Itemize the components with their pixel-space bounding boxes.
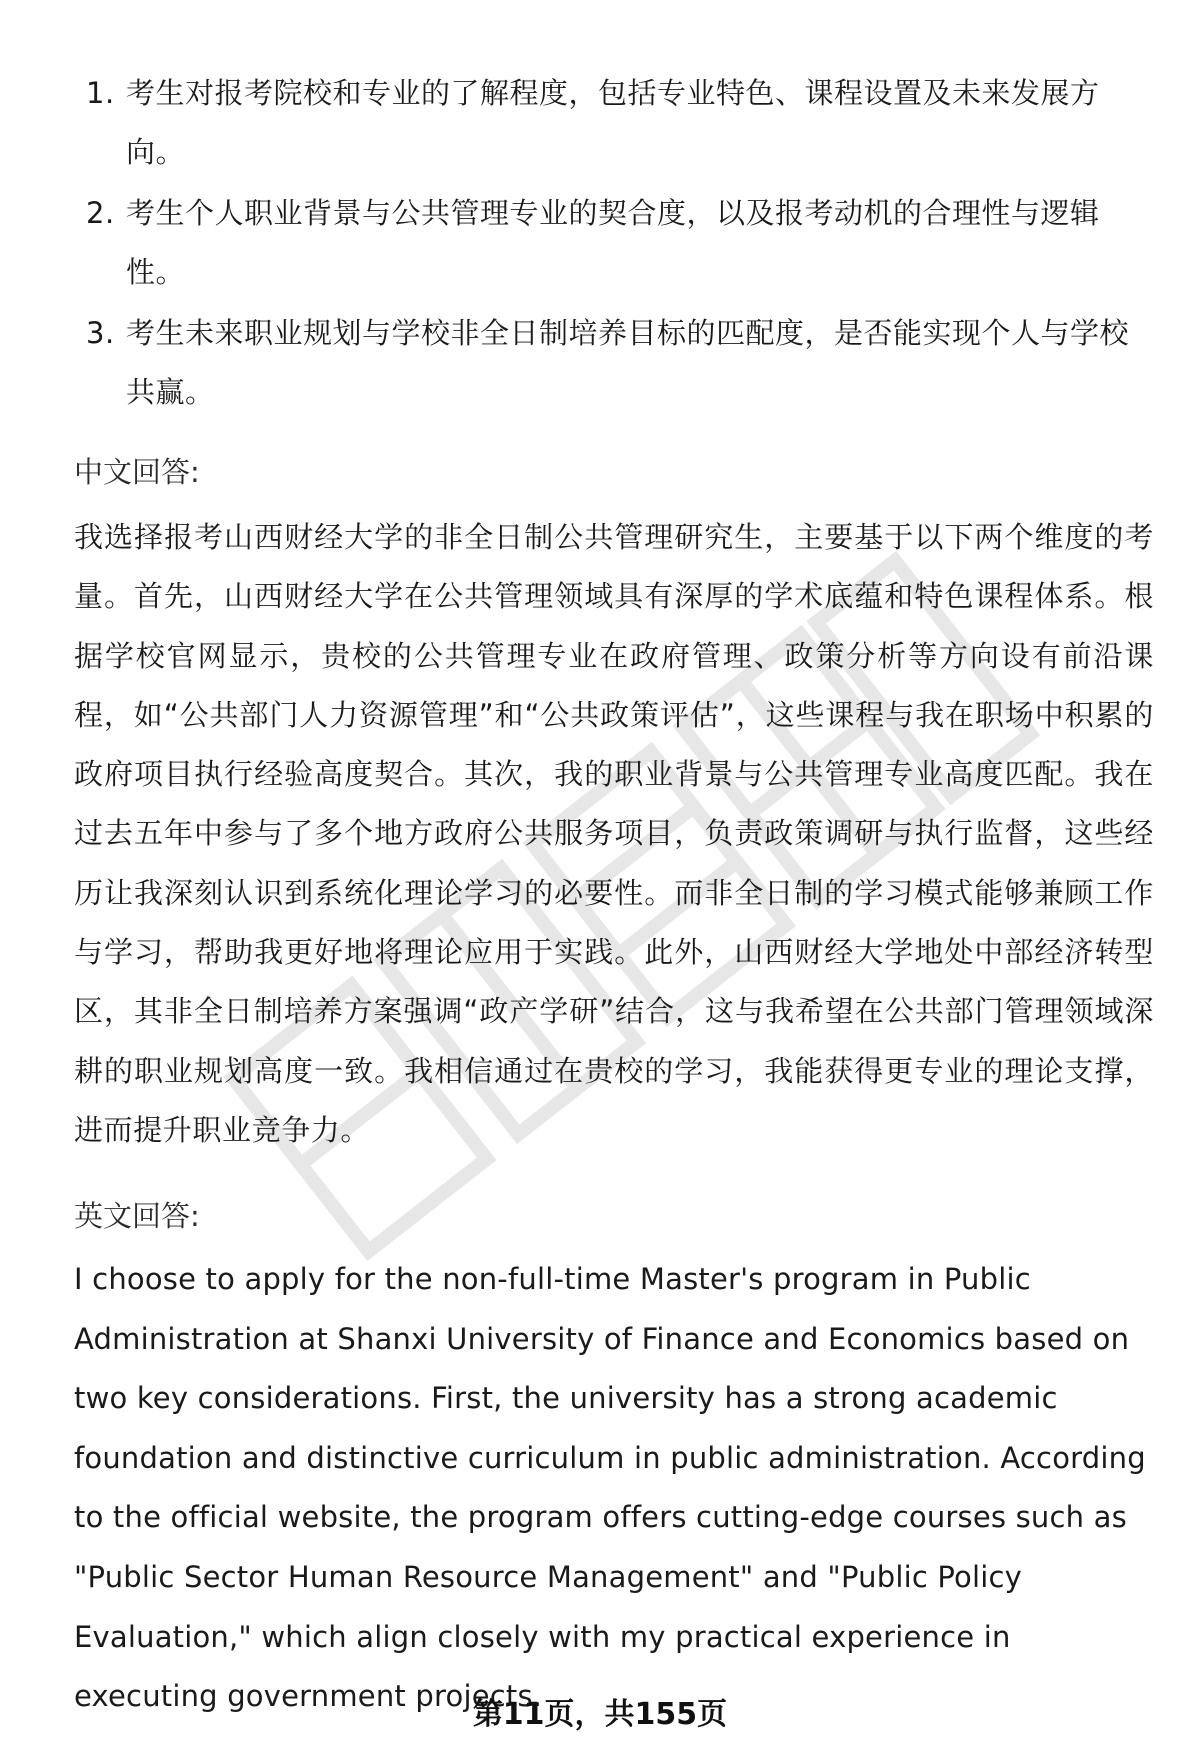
criteria-item-3: [74, 304, 1154, 422]
criteria-number: 1.: [86, 76, 115, 110]
criteria-text: 考生未来职业规划与学校非全日制培养目标的匹配度，是否能实现个人与学校共赢。: [126, 316, 1130, 409]
criteria-text: 考生对报考院校和专业的了解程度，包括专业特色、课程设置及未来发展方向。: [126, 76, 1100, 169]
english-answer-label: 英文回答:: [74, 1199, 200, 1233]
criteria-item-1: [74, 64, 1154, 182]
criteria-item-2: [74, 184, 1154, 302]
criteria-text: 考生个人职业背景与公共管理专业的契合度，以及报考动机的合理性与逻辑性。: [126, 196, 1100, 289]
criteria-number: 2.: [86, 196, 115, 230]
criteria-list: [74, 64, 1154, 424]
page-number: 第11页，共155页: [472, 1697, 728, 1732]
chinese-answer-label: 中文回答:: [74, 455, 200, 489]
chinese-answer-paragraph: 我选择报考山西财经大学的非全日制公共管理研究生，主要基于以下两个维度的考量。首先，山西财经大学在公共管理领域具有深厚的学术底蕴和特色课程体系。根据学校官网显示，贵校的公共管理专业在政府管理、政策分析等方向设有前沿课程，如“公共部门人力资源管理”和“公共政策评估”，这些课程与我在职场中积累的政府项目执行经验高度契合。其次，我的职业背景与公共管理专业高度匹配。我在过去五年中参与了多个地方政府公共服务项目，负责政策调研与执行监督，这些经历让我深刻认识到系统化理论学习的必要性。而非全日制的学习模式能够兼顾工作与学习，帮助我更好地将理论应用于实践。此外，山西财经大学地处中部经济转型区，其非全日制培养方案强调“政产学研”结合，这与我希望在公共部门管理领域深耕的职业规划高度一致。我相信通过在贵校的学习，我能获得更专业的理论支撑，进而提升职业竞争力。: [74, 520, 1154, 1147]
criteria-number: 3.: [86, 316, 115, 350]
english-answer-paragraph: I choose to apply for the non-full-time Master's program in Public Administration at Shanxi University of Finance and Economics based on two key considerations. First, the university has a strong academic foundation and distinctive curriculum in public administration. According to the official website, the program offers cutting-edge courses such as "Public Sector Human Resource Management" and "Public Policy Evaluation," which align closely with my practical experience in executing government projects.: [74, 1262, 1146, 1714]
